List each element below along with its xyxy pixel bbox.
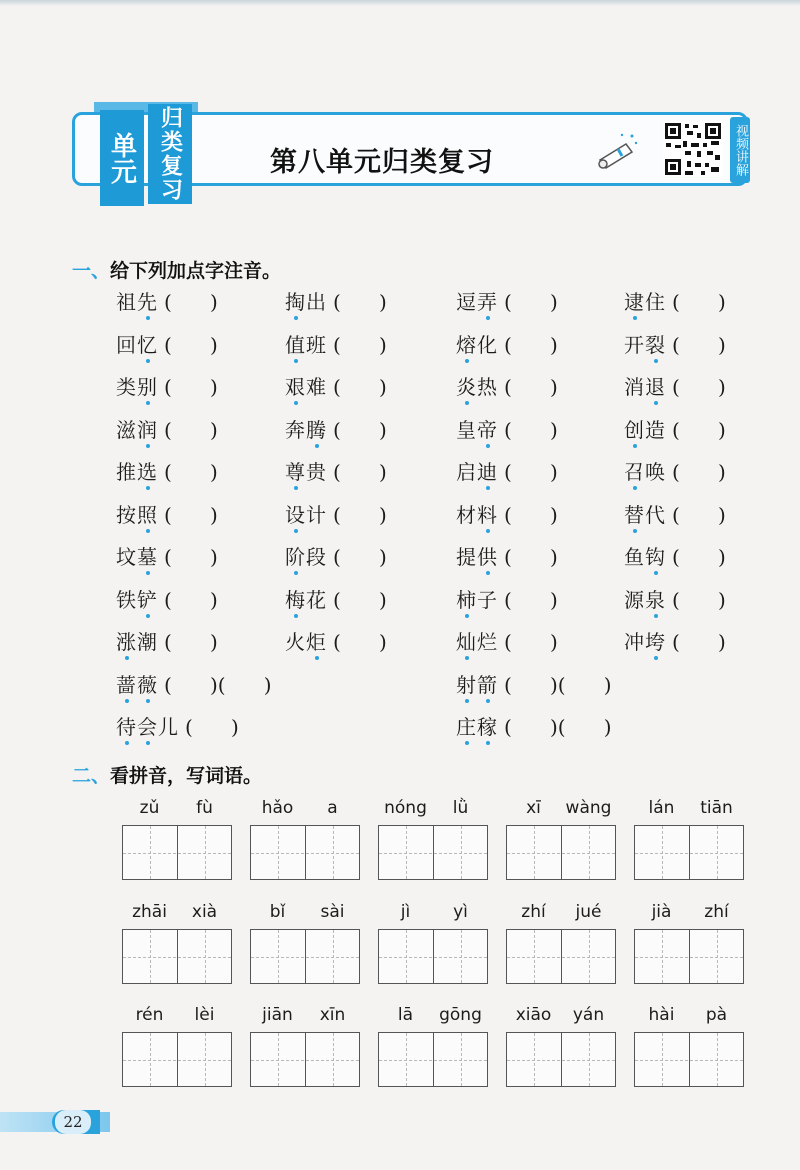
review-tab: 归类复习 bbox=[148, 104, 192, 204]
vocab-item bbox=[116, 460, 218, 484]
section2-text: 看拼音，写词语。 bbox=[110, 765, 263, 787]
character: 启 bbox=[456, 460, 477, 484]
answer-blank[interactable]: ( ) bbox=[504, 417, 558, 442]
vocab-item bbox=[285, 333, 387, 357]
answer-blank[interactable]: ( ) bbox=[672, 587, 726, 612]
answer-blank[interactable]: ( ) bbox=[504, 630, 558, 654]
scroll-icon bbox=[594, 130, 640, 170]
character: 计 bbox=[306, 502, 327, 527]
dotted-character: 供 bbox=[477, 545, 498, 569]
character: 材 bbox=[456, 502, 477, 527]
vocab-item bbox=[624, 503, 726, 527]
character: 回 bbox=[116, 332, 137, 357]
grid-line bbox=[379, 1060, 487, 1061]
character: 花 bbox=[306, 587, 327, 612]
vocab-item bbox=[116, 545, 218, 569]
pinyin-syllable: zǔ bbox=[139, 798, 160, 818]
vocab-item bbox=[624, 630, 726, 654]
pinyin-label bbox=[634, 902, 744, 924]
vocab-item bbox=[456, 290, 558, 314]
writing-box[interactable] bbox=[250, 825, 360, 880]
answer-blank[interactable]: ( ) bbox=[164, 417, 218, 442]
writing-box[interactable] bbox=[378, 929, 488, 984]
pinyin-syllable: hài bbox=[648, 1005, 675, 1025]
answer-blank[interactable]: ( ) bbox=[504, 375, 558, 399]
character: 热 bbox=[477, 375, 498, 399]
vocab-item bbox=[116, 715, 239, 739]
answer-blank[interactable]: ( ) bbox=[333, 545, 387, 569]
pinyin-label bbox=[250, 1005, 360, 1027]
answer-blank[interactable]: ( ) bbox=[672, 630, 726, 654]
vocab-word bbox=[456, 588, 498, 612]
dotted-character: 设 bbox=[285, 502, 306, 527]
character: 子 bbox=[477, 587, 498, 612]
pinyin-syllable: yán bbox=[572, 1005, 605, 1025]
vocab-item bbox=[456, 715, 612, 739]
vocab-word bbox=[456, 290, 498, 314]
answer-blank[interactable]: ( ) bbox=[504, 460, 558, 484]
answer-blank[interactable]: ( ) bbox=[164, 332, 218, 357]
vocab-item bbox=[624, 375, 726, 399]
vocab-item bbox=[116, 290, 218, 314]
character: 开 bbox=[624, 332, 645, 357]
answer-blank[interactable]: ( ) bbox=[333, 290, 387, 314]
character: 坟 bbox=[116, 545, 137, 569]
character: 唤 bbox=[645, 460, 666, 484]
dotted-character: 润 bbox=[137, 417, 158, 442]
writing-box[interactable] bbox=[250, 1032, 360, 1087]
vocab-item bbox=[456, 503, 558, 527]
pinyin-syllable: zhāi bbox=[132, 902, 167, 922]
character: 奔 bbox=[285, 417, 306, 442]
grid-line bbox=[379, 853, 487, 854]
section1-number: 一、 bbox=[72, 260, 111, 282]
answer-blank[interactable]: ( ) bbox=[164, 587, 218, 612]
answer-blank[interactable]: ( ) bbox=[164, 290, 218, 314]
video-explain-label[interactable]: 视频讲解 bbox=[730, 117, 750, 183]
character: 类 bbox=[116, 375, 137, 399]
character: 段 bbox=[306, 545, 327, 569]
vocab-word bbox=[456, 503, 498, 527]
answer-blank[interactable]: ( ) bbox=[217, 672, 272, 697]
pinyin-syllable: xīn bbox=[319, 1005, 346, 1025]
character: 按 bbox=[116, 502, 137, 527]
section1-text: 给下列加点字注音。 bbox=[110, 260, 282, 282]
vocab-item bbox=[285, 588, 387, 612]
vocab-word bbox=[285, 545, 327, 569]
vocab-item bbox=[285, 503, 387, 527]
vocab-item bbox=[624, 333, 726, 357]
pinyin-label bbox=[634, 798, 744, 820]
grid-line bbox=[507, 957, 615, 958]
pinyin-syllable: jué bbox=[575, 902, 602, 922]
vocab-item bbox=[285, 375, 387, 399]
vocab-item bbox=[624, 588, 726, 612]
vocab-word bbox=[116, 715, 179, 739]
answer-blank[interactable]: ( ) bbox=[333, 375, 387, 399]
dotted-character: 垮 bbox=[645, 630, 666, 654]
pinyin-syllable: hǎo bbox=[261, 798, 294, 818]
pinyin-syllable: lèi bbox=[194, 1005, 215, 1025]
vocab-word bbox=[116, 503, 158, 527]
grid-line bbox=[123, 1060, 231, 1061]
answer-blank[interactable]: ( ) bbox=[164, 502, 218, 527]
grid-line bbox=[635, 957, 743, 958]
pinyin-syllable: fù bbox=[196, 798, 213, 818]
pinyin-syllable: xià bbox=[191, 902, 218, 922]
grid-line bbox=[123, 957, 231, 958]
dotted-character: 灿 bbox=[456, 630, 477, 654]
answer-blank[interactable]: ( ) bbox=[504, 332, 558, 357]
pinyin-syllable: bǐ bbox=[269, 902, 286, 922]
character: 贵 bbox=[306, 460, 327, 484]
vocab-word bbox=[285, 290, 327, 314]
answer-blank[interactable]: ( ) bbox=[672, 375, 726, 399]
writing-box[interactable] bbox=[506, 825, 616, 880]
section1-title bbox=[72, 256, 281, 283]
dotted-character: 薇 bbox=[137, 672, 158, 697]
character: 潮 bbox=[137, 630, 158, 654]
dotted-character: 别 bbox=[137, 375, 158, 399]
dotted-character: 忆 bbox=[137, 332, 158, 357]
pinyin-label bbox=[378, 1005, 488, 1027]
vocab-word bbox=[624, 375, 666, 399]
dotted-character: 创 bbox=[624, 417, 645, 442]
dotted-character: 值 bbox=[285, 332, 306, 357]
character: 鱼 bbox=[624, 545, 645, 569]
character: 祖 bbox=[116, 290, 137, 314]
vocab-item bbox=[116, 503, 218, 527]
grid-line bbox=[507, 853, 615, 854]
dotted-character: 退 bbox=[645, 375, 666, 399]
vocab-word bbox=[456, 375, 498, 399]
pinyin-syllable: rén bbox=[135, 1005, 164, 1025]
pinyin-syllable: jià bbox=[651, 902, 672, 922]
vocab-word bbox=[285, 630, 327, 654]
dotted-character: 照 bbox=[137, 502, 158, 527]
vocab-word bbox=[456, 673, 498, 697]
character: 冲 bbox=[624, 630, 645, 654]
dotted-character: 阶 bbox=[285, 545, 306, 569]
vocab-word bbox=[456, 460, 498, 484]
writing-box[interactable] bbox=[634, 825, 744, 880]
character: 源 bbox=[624, 587, 645, 612]
vocab-word bbox=[116, 630, 158, 654]
pinyin-label bbox=[250, 798, 360, 820]
pinyin-syllable: a bbox=[327, 798, 338, 818]
pinyin-syllable: nóng bbox=[384, 798, 427, 818]
dotted-character: 迪 bbox=[477, 460, 498, 484]
vocab-item bbox=[116, 673, 272, 697]
answer-blank[interactable]: ( ) bbox=[333, 587, 387, 612]
answer-blank[interactable]: ( ) bbox=[672, 417, 726, 442]
character: 铁 bbox=[116, 587, 137, 612]
vocab-word bbox=[624, 460, 666, 484]
vocab-word bbox=[285, 375, 327, 399]
top-edge bbox=[0, 0, 800, 6]
answer-blank[interactable]: ( ) bbox=[672, 460, 726, 484]
dotted-character: 稼 bbox=[477, 715, 498, 739]
answer-blank[interactable]: ( ) bbox=[672, 502, 726, 527]
vocab-word bbox=[116, 588, 158, 612]
writing-box[interactable] bbox=[122, 929, 232, 984]
vocab-word bbox=[624, 588, 666, 612]
character: 提 bbox=[456, 545, 477, 569]
vocab-item bbox=[456, 375, 558, 399]
vocab-word bbox=[624, 630, 666, 654]
vocab-item bbox=[624, 418, 726, 442]
answer-blank[interactable]: ( ) bbox=[672, 545, 726, 569]
pinyin-label bbox=[250, 902, 360, 924]
answer-blank[interactable]: ( ) bbox=[504, 545, 558, 569]
pinyin-label bbox=[506, 902, 616, 924]
writing-box[interactable] bbox=[378, 1032, 488, 1087]
character: 代 bbox=[645, 502, 666, 527]
writing-box[interactable] bbox=[250, 929, 360, 984]
writing-box[interactable] bbox=[122, 825, 232, 880]
answer-blank[interactable]: ( ) bbox=[504, 672, 558, 697]
dotted-character: 射 bbox=[456, 672, 477, 697]
dotted-character: 选 bbox=[137, 460, 158, 484]
dotted-character: 庄 bbox=[456, 715, 477, 739]
vocab-word bbox=[116, 418, 158, 442]
dotted-character: 艰 bbox=[285, 375, 306, 399]
answer-blank[interactable]: ( ) bbox=[672, 290, 726, 314]
dotted-character: 尊 bbox=[285, 460, 306, 484]
vocab-item bbox=[456, 333, 558, 357]
writing-box[interactable] bbox=[634, 1032, 744, 1087]
pinyin-label bbox=[122, 1005, 232, 1027]
grid-line bbox=[635, 1060, 743, 1061]
pinyin-syllable: pà bbox=[705, 1005, 728, 1025]
section2-title bbox=[72, 761, 262, 788]
pinyin-label bbox=[506, 798, 616, 820]
vocab-word bbox=[624, 545, 666, 569]
vocab-word bbox=[285, 503, 327, 527]
dotted-character: 会 bbox=[137, 715, 158, 739]
page-number: 22 bbox=[55, 1110, 91, 1134]
page-title: 第八单元归类复习 bbox=[270, 147, 494, 178]
dotted-character: 炎 bbox=[456, 375, 477, 399]
dotted-character: 料 bbox=[477, 502, 498, 527]
vocab-item bbox=[456, 588, 558, 612]
character: 火 bbox=[285, 630, 306, 654]
answer-blank[interactable]: ( ) bbox=[164, 630, 218, 654]
pinyin-label bbox=[378, 798, 488, 820]
dotted-character: 替 bbox=[624, 502, 645, 527]
vocab-item bbox=[456, 460, 558, 484]
dotted-character: 弄 bbox=[477, 290, 498, 314]
grid-line bbox=[251, 1060, 359, 1061]
character: 滋 bbox=[116, 417, 137, 442]
answer-blank[interactable]: ( ) bbox=[333, 417, 387, 442]
vocab-word bbox=[285, 418, 327, 442]
dotted-character: 召 bbox=[624, 460, 645, 484]
vocab-item bbox=[624, 290, 726, 314]
answer-blank[interactable]: ( ) bbox=[672, 332, 726, 357]
vocab-word bbox=[456, 333, 498, 357]
pinyin-syllable: sài bbox=[320, 902, 345, 922]
writing-box[interactable] bbox=[506, 929, 616, 984]
vocab-item bbox=[116, 333, 218, 357]
pinyin-syllable: lǜ bbox=[452, 798, 469, 818]
dotted-character: 先 bbox=[137, 290, 158, 314]
vocab-word bbox=[624, 333, 666, 357]
vocab-word bbox=[116, 545, 158, 569]
vocab-word bbox=[624, 503, 666, 527]
pinyin-syllable: xiāo bbox=[515, 1005, 552, 1025]
answer-blank[interactable]: ( ) bbox=[164, 545, 218, 569]
vocab-word bbox=[624, 290, 666, 314]
character: 消 bbox=[624, 375, 645, 399]
dotted-character: 梅 bbox=[285, 587, 306, 612]
dotted-character: 箭 bbox=[477, 672, 498, 697]
grid-line bbox=[251, 957, 359, 958]
vocab-item bbox=[116, 418, 218, 442]
answer-blank[interactable]: ( ) bbox=[164, 375, 218, 399]
grid-line bbox=[251, 853, 359, 854]
character: 出 bbox=[306, 290, 327, 314]
dotted-character: 钩 bbox=[645, 545, 666, 569]
writing-box[interactable] bbox=[378, 825, 488, 880]
pinyin-label bbox=[122, 798, 232, 820]
character: 化 bbox=[477, 332, 498, 357]
character: 造 bbox=[645, 417, 666, 442]
answer-blank[interactable]: ( ) bbox=[333, 460, 387, 484]
vocab-item bbox=[285, 545, 387, 569]
character: 儿 bbox=[158, 715, 179, 739]
pinyin-label bbox=[122, 902, 232, 924]
vocab-item bbox=[116, 630, 218, 654]
character: 推 bbox=[116, 460, 137, 484]
character: 皇 bbox=[456, 417, 477, 442]
vocab-word bbox=[116, 460, 158, 484]
vocab-item bbox=[456, 418, 558, 442]
pinyin-syllable: lán bbox=[648, 798, 675, 818]
vocab-word bbox=[624, 418, 666, 442]
dotted-character: 逮 bbox=[624, 290, 645, 314]
dotted-character: 腾 bbox=[306, 417, 327, 442]
answer-blank[interactable]: ( ) bbox=[504, 502, 558, 527]
vocab-word bbox=[116, 673, 158, 697]
answer-blank[interactable]: ( ) bbox=[164, 672, 218, 697]
vocab-item bbox=[456, 545, 558, 569]
grid-line bbox=[507, 1060, 615, 1061]
pinyin-syllable: gōng bbox=[439, 1005, 482, 1025]
pinyin-syllable: lā bbox=[397, 1005, 414, 1025]
answer-blank[interactable]: ( ) bbox=[333, 502, 387, 527]
character: 难 bbox=[306, 375, 327, 399]
vocab-word bbox=[456, 545, 498, 569]
dotted-character: 炬 bbox=[306, 630, 327, 654]
vocab-word bbox=[285, 460, 327, 484]
vocab-item bbox=[285, 630, 387, 654]
answer-blank[interactable]: ( ) bbox=[504, 587, 558, 612]
character: 烂 bbox=[477, 630, 498, 654]
writing-box[interactable] bbox=[122, 1032, 232, 1087]
answer-blank[interactable]: ( ) bbox=[164, 460, 218, 484]
answer-blank[interactable]: ( ) bbox=[557, 715, 612, 739]
answer-blank[interactable]: ( ) bbox=[333, 332, 387, 357]
dotted-character: 裂 bbox=[645, 332, 666, 357]
dotted-character: 帝 bbox=[477, 417, 498, 442]
grid-line bbox=[123, 853, 231, 854]
vocab-item bbox=[116, 375, 218, 399]
vocab-item bbox=[624, 545, 726, 569]
answer-blank[interactable]: ( ) bbox=[504, 290, 558, 314]
dotted-character: 掏 bbox=[285, 290, 306, 314]
section2-number: 二、 bbox=[72, 765, 111, 787]
pinyin-syllable: jì bbox=[400, 902, 411, 922]
vocab-word bbox=[456, 630, 498, 654]
dotted-character: 蔷 bbox=[116, 672, 137, 697]
answer-blank[interactable]: ( ) bbox=[333, 630, 387, 654]
vocab-item bbox=[285, 460, 387, 484]
vocab-word bbox=[116, 375, 158, 399]
vocab-word bbox=[285, 588, 327, 612]
dotted-character: 铲 bbox=[137, 587, 158, 612]
pinyin-label bbox=[506, 1005, 616, 1027]
vocab-word bbox=[456, 715, 498, 739]
writing-box[interactable] bbox=[634, 929, 744, 984]
character: 住 bbox=[645, 290, 666, 314]
grid-line bbox=[635, 853, 743, 854]
qr-code-icon[interactable] bbox=[663, 121, 723, 177]
dotted-character: 柿 bbox=[456, 587, 477, 612]
answer-blank[interactable]: ( ) bbox=[557, 672, 612, 697]
vocab-word bbox=[285, 333, 327, 357]
vocab-word bbox=[116, 290, 158, 314]
vocab-item bbox=[285, 290, 387, 314]
dotted-character: 熔 bbox=[456, 332, 477, 357]
grid-line bbox=[379, 957, 487, 958]
vocab-item bbox=[456, 673, 612, 697]
pinyin-label bbox=[378, 902, 488, 924]
character: 逗 bbox=[456, 290, 477, 314]
unit-tab: 单元 bbox=[100, 110, 144, 206]
pinyin-syllable: xī bbox=[526, 798, 541, 818]
answer-blank[interactable]: ( ) bbox=[504, 715, 558, 739]
vocab-item bbox=[285, 418, 387, 442]
vocab-word bbox=[456, 418, 498, 442]
pinyin-syllable: tiān bbox=[700, 798, 733, 818]
character: 班 bbox=[306, 332, 327, 357]
answer-blank[interactable]: ( ) bbox=[185, 715, 239, 739]
dotted-character: 待 bbox=[116, 715, 137, 739]
pinyin-syllable: zhí bbox=[704, 902, 729, 922]
vocab-word bbox=[116, 333, 158, 357]
pinyin-label bbox=[634, 1005, 744, 1027]
dotted-character: 涨 bbox=[116, 630, 137, 654]
pinyin-syllable: wàng bbox=[565, 798, 612, 818]
dotted-character: 墓 bbox=[137, 545, 158, 569]
vocab-item bbox=[624, 460, 726, 484]
vocab-item bbox=[456, 630, 558, 654]
writing-box[interactable] bbox=[506, 1032, 616, 1087]
pinyin-syllable: zhí bbox=[521, 902, 546, 922]
vocab-item bbox=[116, 588, 218, 612]
pinyin-syllable: yì bbox=[453, 902, 468, 922]
pinyin-syllable: jiān bbox=[262, 1005, 293, 1025]
dotted-character: 泉 bbox=[645, 587, 666, 612]
